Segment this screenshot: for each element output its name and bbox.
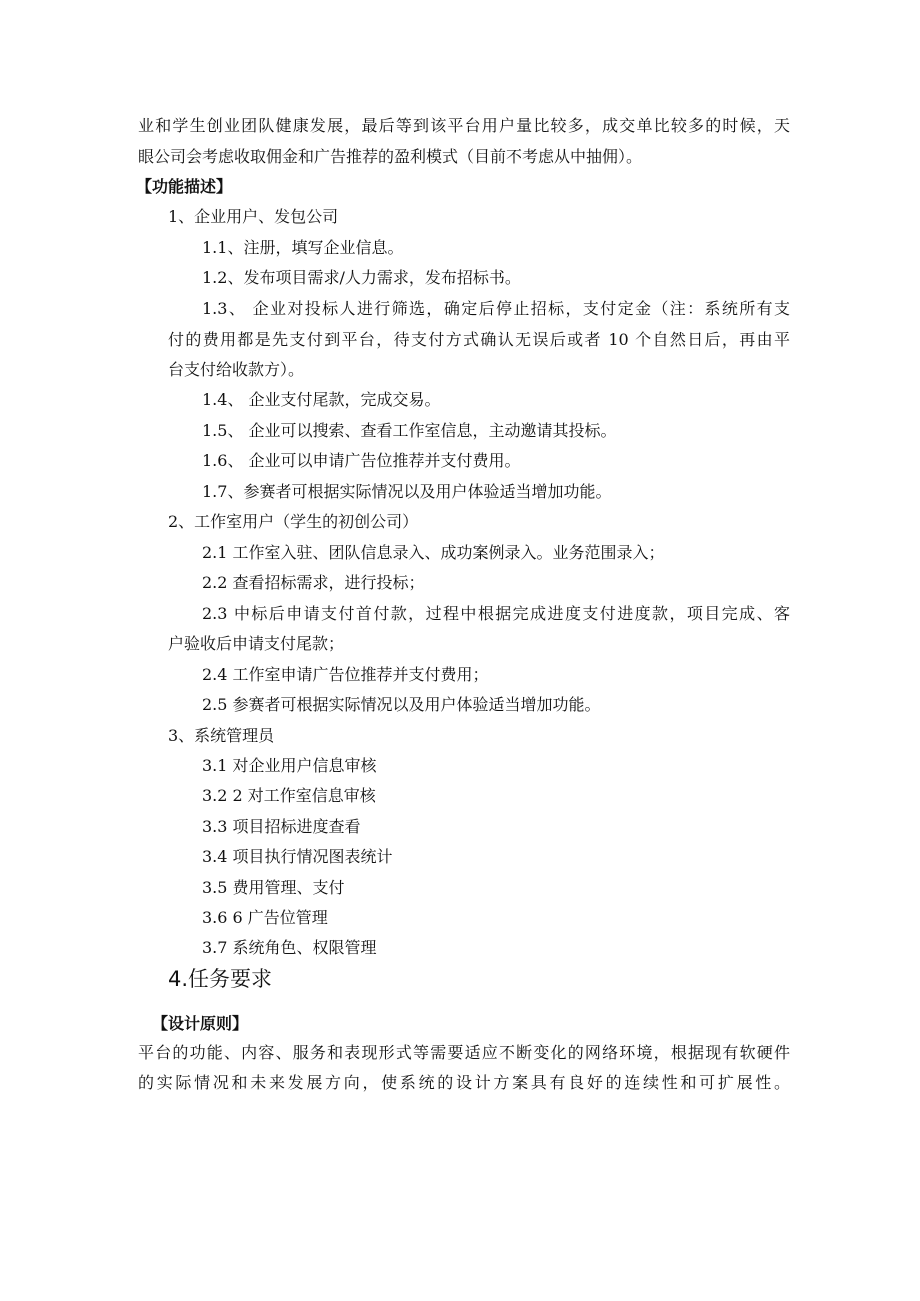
- list-item: 2.4 工作室申请广告位推荐并支付费用；: [202, 665, 489, 684]
- list-item: 2.1 工作室入驻、团队信息录入、成功案例录入。业务范围录入；: [202, 543, 665, 562]
- function-heading: 【功能描述】: [136, 177, 233, 196]
- intro-line-2: 眼公司会考虑收取佣金和广告推荐的盈利模式（目前不考虑从中抽佣）。: [138, 147, 643, 166]
- list-item: 3.4 项目执行情况图表统计: [202, 847, 393, 866]
- list-item: 1.4、 企业支付尾款，完成交易。: [202, 390, 441, 409]
- list-item: 2.3 中标后申请支付首付款，过程中根据完成进度支付进度款，项目完成、客: [202, 604, 790, 623]
- group-2-title: 2、工作室用户（学生的初创公司）: [168, 512, 419, 531]
- list-item: 3.7 系统角色、权限管理: [202, 938, 377, 957]
- list-item-continuation: 台支付给收款方）。: [168, 360, 305, 379]
- list-item: 1.6、 企业可以申请广告位推荐并支付费用。: [202, 451, 521, 470]
- list-item: 1.1、注册，填写企业信息。: [202, 238, 404, 257]
- list-item: 1.3、 企业对投标人进行筛选，确定后停止招标，支付定金（注：系统所有支: [202, 299, 790, 318]
- list-item: 3.3 项目招标进度查看: [202, 817, 361, 836]
- section-heading: 4.任务要求: [168, 967, 273, 991]
- list-item: 3.5 费用管理、支付: [202, 878, 345, 897]
- list-item: 2.2 查看招标需求，进行投标；: [202, 573, 425, 592]
- list-item-continuation: 付的费用都是先支付到平台，待支付方式确认无误后或者 10 个自然日后，再由平: [168, 330, 790, 349]
- list-item: 3.2 2 对工作室信息审核: [202, 786, 376, 805]
- list-item: 3.6 6 广告位管理: [202, 908, 328, 927]
- group-3-title: 3、系统管理员: [168, 726, 275, 745]
- list-item: 1.2、发布项目需求/人力需求，发布招标书。: [202, 268, 521, 287]
- design-principle-heading: 【设计原则】: [152, 1014, 249, 1033]
- list-item: 1.7、参赛者可根据实际情况以及用户体验适当增加功能。: [202, 482, 612, 501]
- paragraph-line-2: 的实际情况和未来发展方向，使系统的设计方案具有良好的连续性和可扩展性。: [138, 1073, 790, 1092]
- group-1-title: 1、企业用户、发包公司: [168, 207, 339, 226]
- paragraph-line-1: 平台的功能、内容、服务和表现形式等需要适应不断变化的网络环境，根据现有软硬件: [138, 1043, 790, 1062]
- list-item: 3.1 对企业用户信息审核: [202, 756, 377, 775]
- list-item: 2.5 参赛者可根据实际情况以及用户体验适当增加功能。: [202, 695, 601, 714]
- list-item-continuation: 户验收后申请支付尾款；: [168, 634, 345, 653]
- intro-line-1: 业和学生创业团队健康发展，最后等到该平台用户量比较多，成交单比较多的时候，天: [138, 116, 790, 135]
- list-item: 1.5、 企业可以搜索、查看工作室信息，主动邀请其投标。: [202, 421, 617, 440]
